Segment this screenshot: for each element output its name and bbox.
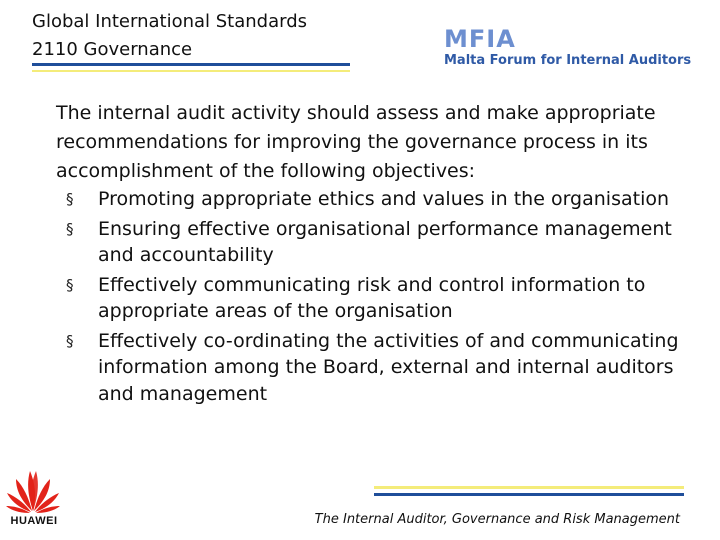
title-underline-yellow [32, 70, 350, 72]
intro-paragraph: The internal audit activity should assess and make appropriate recommendations for improving the governance process in its accomplishment of the following objectives: [56, 102, 656, 182]
huawei-petal-icon [4, 465, 62, 515]
title-line-2: 2110 Governance [32, 39, 193, 60]
list-item [56, 328, 696, 408]
list-item-text: Ensuring effective organisational performance management and accountability [98, 217, 672, 266]
mfia-logo-subtitle: Malta Forum for Internal Auditors [444, 53, 692, 68]
bullet-icon: § [66, 219, 74, 238]
list-item [56, 186, 696, 213]
title-line-1: Global International Standards [32, 11, 308, 32]
huawei-logo [4, 465, 62, 535]
footer-rule-yellow [374, 486, 684, 489]
bullet-icon: § [66, 331, 74, 350]
bullet-icon: § [66, 275, 74, 294]
mfia-logo-mark: MFIA [444, 25, 516, 53]
list-item-text: Effectively communicating risk and control information to appropriate areas of the organisation [98, 273, 646, 322]
bullet-icon: § [66, 190, 74, 208]
footer-caption: The Internal Auditor, Governance and Risk Management [314, 512, 680, 527]
title-underline-blue [32, 63, 350, 66]
footer-rule-blue [374, 493, 684, 496]
slide-title [32, 8, 307, 64]
huawei-wordmark: HUAWEI [10, 515, 58, 527]
slide-body [56, 99, 696, 410]
mfia-logo [444, 26, 691, 69]
list-item-text: Promoting appropriate ethics and values in the organisation [98, 188, 670, 210]
list-item [56, 216, 696, 269]
list-item [56, 272, 696, 325]
list-item-text: Effectively co-ordinating the activities of and communicating information among the Board, external and internal auditors and management [98, 329, 679, 405]
objectives-list [56, 186, 696, 407]
